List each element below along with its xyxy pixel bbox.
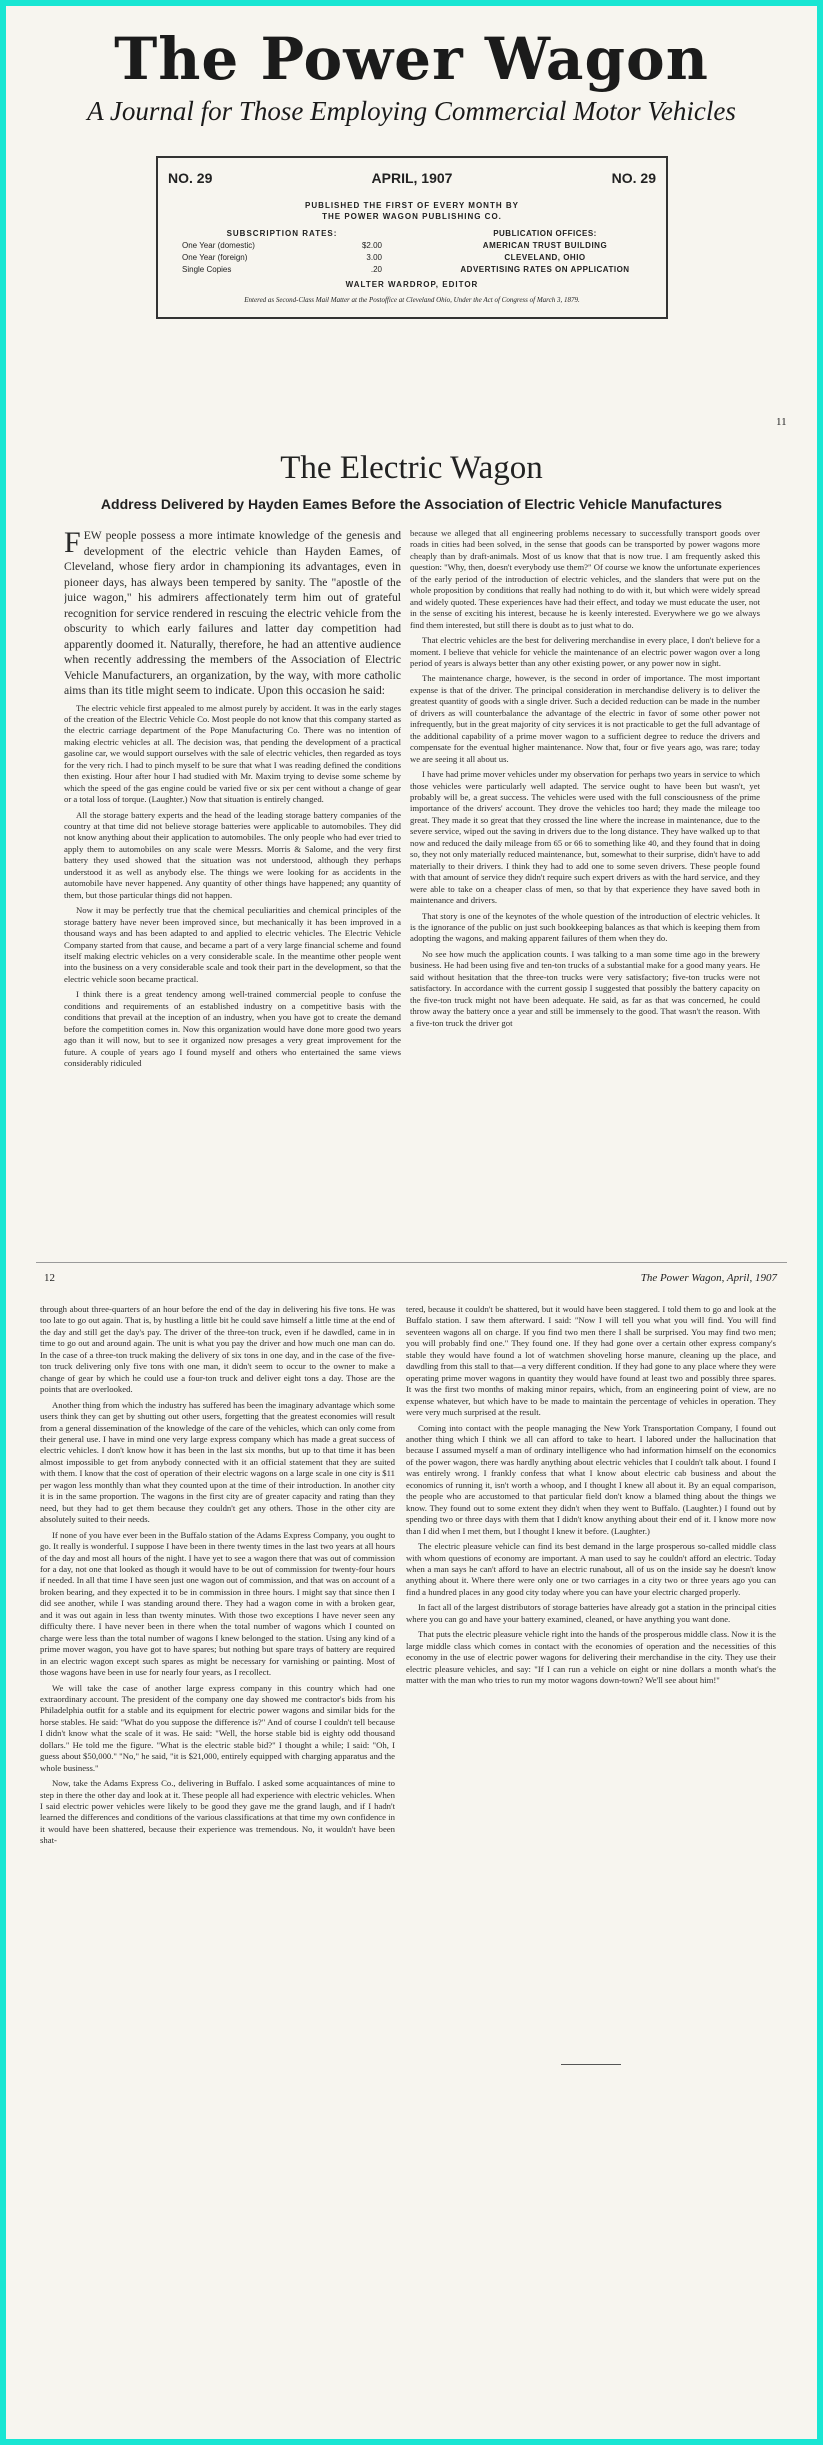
paragraph: We will take the case of another large express company in this country which had one extraordinary account. The president of the company one day showed me contractor's bids from his Philadelphia outfit for a stable and its equipment for electric power wagons and similar bids for the horse stables. He said: "What do you suppose the difference is?" And of course I couldn't tell because I didn't know what the scale of it was. He said: "Well, the horse stable bid is eighty odd thousand dollars." He told me the figure. "What is the electric stable bid?" I thought a while; I said: "Oh, I guess about $50,000." "No," he said, "it is $21,000, entirely equipped with charging apparatus and the whole business." <box>40 1682 395 1773</box>
page-number: 11 <box>776 416 787 428</box>
paragraph-text: EW people possess a more intimate knowledge of the genesis and development of the electric vehicle than Hayden Eames, of Cleveland, whose fiery ardor in championing its advantages, even in pioneer days, has always been tempered by sanity. The "apostle of the juice wagon," his admirers affectionately term him out of grateful recognition for service rendered in rescuing the electric vehicle from the obscurity to which early failures and latter day competition had apparently doomed it. Naturally, therefore, he had an attentive audience when recently addressing the members of the Association of Electric Vehicle Manufacturers, an organization, by the way, with more catholic aims than its title might seem to indicate. Upon this occasion he said: <box>64 529 401 697</box>
rate-price: 3.00 <box>366 253 382 262</box>
offices-building: AMERICAN TRUST BUILDING <box>482 241 608 250</box>
paragraph: tered, because it couldn't be shattered, but it would have been staggered. I told them to go and look at the Buffalo station. I saw them afterward. I said: "Now I will tell you what you will find. You will find seventeen wagons all on charge. If you find two men there I shall be surprised. You may find two men; you will probably find one." They found one. If they had gone over a certain other express company's stable they would have found a lot of watchmen shoveling horse manure, cleaning up the place, and dawdling from this stall to that—a very different condition. If they had gone to any place where they were operating prime mover wagons in quantity they would have found at least two and possibly three spares. It was the first two months of making minor repairs, which, from an engineering point of view, are no expense whatever, but which have to be made to maintain the percentage of vehicles in operation. They were very much surprised at the result. <box>406 1304 776 1418</box>
paragraph: Now, take the Adams Express Co., delivering in Buffalo. I asked some acquaintances of mine to step in there the other day and look at it. These people all had experience with electric vehicles. When I said electric power vehicles were likely to be good they gave me the grand laugh, and if I hadn't learned the differences and conditions of the various classifications at that time my own confidence in it would have been shattered, because their experience was tremendous. No, it wouldn't have been shat- <box>40 1778 395 1846</box>
paragraph: If none of you have ever been in the Buffalo station of the Adams Express Company, you ought to go. It really is wonderful. I suppose I have been in there twenty times in the last two years at all hours of the day and most all hours of the night. I have yet to see a wagon there that was out of commission for a day, not one that looked as though it would have to be out of commission for twenty-four hours if needed. In all that time I have seen just one wagon out of commission, and that was on account of a broken bearing, and they expected it to be in commission in three hours. I might say that since then I did see another, while I was standing around there. They had a wagon come in with a broken gear, and it was out again in less than twenty minutes. With those two exceptions I have never seen any difficulty there. I have never been in there when the total number of wagons which I counted on charge were less than the total number of wagons I knew belonged to the station. Using any kind of a prime mover wagon, you have got to have spares; but nothing but spare trays of battery are required in an electric wagon except such spares as might be necessary for varnishing or painting. Most of those wagons have been in use for nearly four years, as I recollect. <box>40 1529 395 1678</box>
article-end-rule <box>561 2064 621 2065</box>
published-line: PUBLISHED THE FIRST OF EVERY MONTH BY <box>305 201 519 210</box>
paragraph: That electric vehicles are the best for delivering merchandise in every place, I don't believe for a moment. I believe that vehicle for vehicle the maintenance of an electric power wagon over a long period of years is always better than any other existing power, or any power now in sight. <box>410 635 760 668</box>
postal-notice: Entered as Second-Class Mail Matter at the Postoffice at Cleveland Ohio, Under the Act of Congress of March 3, 1879. <box>244 296 580 304</box>
paragraph: Now it may be perfectly true that the chemical peculiarities and chemical principles of the storage battery have never been improved since, but mechanically it has been improved in a thousand ways and has been adapted to and applied to electric vehicles. The Electric Vehicle Company started from that cause, and became a part of a very large financial scheme and found itself making electric vehicles on a very considerable scale. In the meantime other people went into the business on a very considerable scale and took their part in the development, so that the electric vehicle soon became practical. <box>64 905 401 984</box>
masthead-subtitle: A Journal for Those Employing Commercial Motor Vehicles <box>87 96 736 126</box>
rate-label: Single Copies <box>182 265 232 274</box>
issue-date: APRIL, 1907 <box>371 170 453 186</box>
paragraph: Coming into contact with the people managing the New York Transportation Company, I found out another thing which I think we all can afford to take to heart. I labored under the hallucination that because I assumed myself a man of ordinary intelligence who had information himself on the economics of the power wagon, there was hardly anything about electric vehicles that I couldn't talk about. I found I was entirely wrong. I frankly confess that what I know about electric cab business and about the economics of running it, isn't worth a whoop, and I thought I knew all about it. By an equal comparison, the people who are accustomed to that particular field don't know a blamed thing about the things we know. They found out to some extent they didn't when they went to Buffalo. (Laughter.) I found out by spending two or three days with them that I didn't know anything about their end of it. I know more now than I did when I met them, but I thought I knew it before. (Laughter.) <box>406 1422 776 1536</box>
offices-city: CLEVELAND, OHIO <box>504 253 586 262</box>
issue-number-left: NO. 29 <box>168 170 213 186</box>
paragraph: because we alleged that all engineering problems necessary to successfully transport goods over roads in cities had been solved, in the sense that goods can be transported by power wagons more cheaply than by draft-animals. Most of us know that that is now true. I am frequently asked this question: "Why, then, doesn't everybody use them?" Of course we know the unfortunate experiences of the early period of the introduction of electric vehicles, and the slanders that were put on the whole proposition by conditions that really had nothing to do with it, but which were widely spread and widely quoted. These experiences have had their effect, and today we must educate the user, not in the sense of exciting his interest, because he is keenly interested. Everywhere we go we always find them interested, but still there is doubt as to just what to do. <box>410 528 760 630</box>
document-page <box>6 6 817 2439</box>
masthead-title: The Power Wagon <box>114 25 709 93</box>
paragraph: through about three-quarters of an hour before the end of the day in delivering his five tons. He was too late to go out again. That is, by hustling a little bit he could save himself a little time at the end of the day and still get the day's pay. The driver of the three-ton truck, even if he dawdled, came in in time to go out and around again. The unit is what you pay the driver and how much one man can do. In the case of a three-ton truck making the delivery of six tons in one day, and in the case of the five-ton truck delivering only five tons with one man, it didn't seem to occur to the owner to make a change of gear by which he could use a four-ton truck and deliver eight tons a day. Those are the points that are overlooked. <box>40 1304 395 1395</box>
paragraph: All the storage battery experts and the head of the leading storage battery companies of the country at that time did not believe storage batteries were applicable to automobiles. They did not know anything about their application to automobiles. The only people who had ever tried to apply them to automobiles on any scale were Messrs. Morris & Salome, and the very first battery they used showed that the situation was not understood, although they perhaps understood it as well as anybody else. The things we were looking for as accidents in the automobile have never happened. Any quantity of other things have happened; any quantity of them, but those particular things did not happen. <box>64 809 401 900</box>
column-page2-right <box>406 1304 776 2054</box>
paragraph: That story is one of the keynotes of the whole question of the introduction of electric vehicles. It is the ignorance of the public on just such bookkeeping balances as that which is keeping them from adopting the wagons, and making apparent failures of them when they do. <box>410 910 760 944</box>
advertising-rates: ADVERTISING RATES ON APPLICATION <box>460 265 630 274</box>
editor-line: WALTER WARDROP, EDITOR <box>345 280 479 289</box>
article-title: The Electric Wagon <box>280 450 543 486</box>
rate-price: $2.00 <box>361 241 382 250</box>
paragraph: No see how much the application counts. I was talking to a man some time ago in the brewery business. He had been using five and ten-ton trucks of a substantial make for a good many years. He said without hesitation that the three-ton trucks were very satisfactory; five-ton trucks were not satisfactory. In accordance with the current gossip I suggested that possibly the battery capacity on the five-ton truck might not have been adequate. He said, as far as that was concerned, he could throw away the battery once a year and still be immensely to the good. That wasn't the reason. With a five-ton truck the driver got <box>410 948 760 1028</box>
rate-row <box>182 252 382 264</box>
column-page2-left <box>40 1304 395 2416</box>
rate-label: One Year (foreign) <box>182 253 248 262</box>
publication-offices <box>440 228 650 276</box>
page-number: 12 <box>44 1272 55 1284</box>
issue-number-right: NO. 29 <box>611 170 656 186</box>
paragraph: I have had prime mover vehicles under my observation for perhaps two years in service to which those vehicles were particularly well adapted. The service ought to have been but wasn't, yet probably will be, a great success. The vehicles were used with the full consciousness of the prime importance of the drivers' account. They drove the vehicles too hard; they made the mileage too great. They made it so great that they crossed the line where the increase in maintenance, due to the severe service, wiped out the saving in drivers due to the long distance. They have walked up to that now and reduced the daily mileage from 65 or 66 to something like 40, and they found that in doing so, they not only materially reduced maintenance, but, somewhat to their surprise, didn't have to add materially to their drivers. I think they had to add one to some seven drivers. These people found with that amount of service they didn't require such expert drivers as with the hard service, and they were able to take on a cheaper class of men, so that by that experience they have saved both in maintenance and drivers. <box>410 769 760 906</box>
lead-paragraph <box>64 528 401 699</box>
publisher-info <box>158 200 666 222</box>
rate-price: .20 <box>370 265 382 274</box>
paragraph: The electric vehicle first appealed to me almost purely by accident. It was in the early stages of the creation of the Electric Vehicle Co. Most people do not know that this company started as the electric carriage department of the Pope Manufacturing Co. There was no intention of making electric vehicles at all. The decision was, that pending the development of a practical gasoline car, we would support ourselves with the sale of electric vehicles, then regarded as toys for the very rich. I had to pinch myself to be sure that what I was reading defined the conditions then existing. Hour after hour I had studied with Mr. Maxim trying to devise some scheme by which the speed of the gas engine could be varied five or six per cent without a change of gear or a total loss of torque. (Laughter.) Now that situation is entirely changed. <box>64 702 401 805</box>
paragraph: The maintenance charge, however, is the second in order of importance. The most important expense is that of the driver. The principal consideration in merchandise delivery is to deliver the greatest quantity of goods with a single driver. Such a decided reduction can be made in the number of drivers as will counterbalance the advantage of the electric in favor of some other power not infrequently, but in the great majority of city services it is not practicable to get the full advantage of the additional capability of a prime mover wagon to a sufficient degree to reduce the drivers and compensate for the eventual higher maintenance. Now that, four or five years ago, was rare; today we are seeing it all about us. <box>410 673 760 764</box>
paragraph: I think there is a great tendency among well-trained commercial people to confuse the conditions and requirements of an established industry on a competitive basis with the conditions that prevail at the inception of an industry, when you have got to create the demand before the competition comes in. Now this organization would have done more good two years ago than it will now, but to see it organized now presages a very great improvement for the future. A couple of years ago I found myself and others who entertained the same views considerably ridiculed <box>64 989 401 1069</box>
subscription-heading: SUBSCRIPTION RATES: <box>226 229 338 238</box>
rate-row <box>182 264 382 276</box>
paragraph: Another thing from which the industry has suffered has been the imaginary advantage which some users think they can get by shutting out other users, forgetting that the greatest economies will result from a general dissemination of the knowledge of the care of the vehicles, which can only come from their general use. I have in mind one very large express company which has made a great success of electric vehicles. I don't know how it has been in the last six months, but up to that time it has been almost impossible to get from anybody connected with it an official statement that they are suited with them. I know that the cost of operation of their electric wagons on a large scale in one city is $11 per wagon less monthly than what they counted upon at the time of their introduction. In another city it is in the same proportion. The wagons in the first city are of greater capacity and rating than they need, but they had to get them because they couldn't get any others. Those in the other city are absolutely suited to their needs. <box>40 1399 395 1525</box>
publication-info-box <box>156 156 668 319</box>
article-subtitle: Address Delivered by Hayden Eames Before the Association of Electric Vehicle Manufactures <box>100 496 723 512</box>
rate-row <box>182 240 382 252</box>
subscription-rates <box>182 228 382 276</box>
page-divider <box>36 1262 787 1263</box>
running-head: The Power Wagon, April, 1907 <box>640 1272 777 1284</box>
masthead <box>6 24 817 127</box>
offices-heading: PUBLICATION OFFICES: <box>493 229 597 238</box>
rate-label: One Year (domestic) <box>182 241 255 250</box>
drop-cap: F <box>64 528 81 559</box>
publisher-name: THE POWER WAGON PUBLISHING CO. <box>322 212 502 221</box>
paragraph: That puts the electric pleasure vehicle right into the hands of the prosperous middle class. Now it is the large middle class which comes in contact with the economies of operation and the necessities of this economy in the use of electric power wagons for delivering their merchandise in the city. They use their electric pleasure vehicles, and say: "If I can run a vehicle on eight or nine dollars a month what's the matter with the man who tries to run my motor wagons down-town? We'll see about him!" <box>406 1629 776 1686</box>
column-page1-left <box>64 528 401 1251</box>
paragraph: The electric pleasure vehicle can find its best demand in the large prosperous so-called middle class with whom questions of economy are important. A man used to say he couldn't afford an electric. Today when a man says he can't afford to have an electric runabout, all of us on the inside say he doesn't know anything about it. Where there were only one or two carriages in a city two or three years ago you can find a hundred places in any good city today where you can have your electric charged properly. <box>406 1541 776 1597</box>
paragraph: In fact all of the largest distributors of storage batteries have already got a station in the principal cities where you can go and have your battery examined, cleaned, or have anything you want done. <box>406 1602 776 1624</box>
column-page1-right <box>410 528 760 1251</box>
